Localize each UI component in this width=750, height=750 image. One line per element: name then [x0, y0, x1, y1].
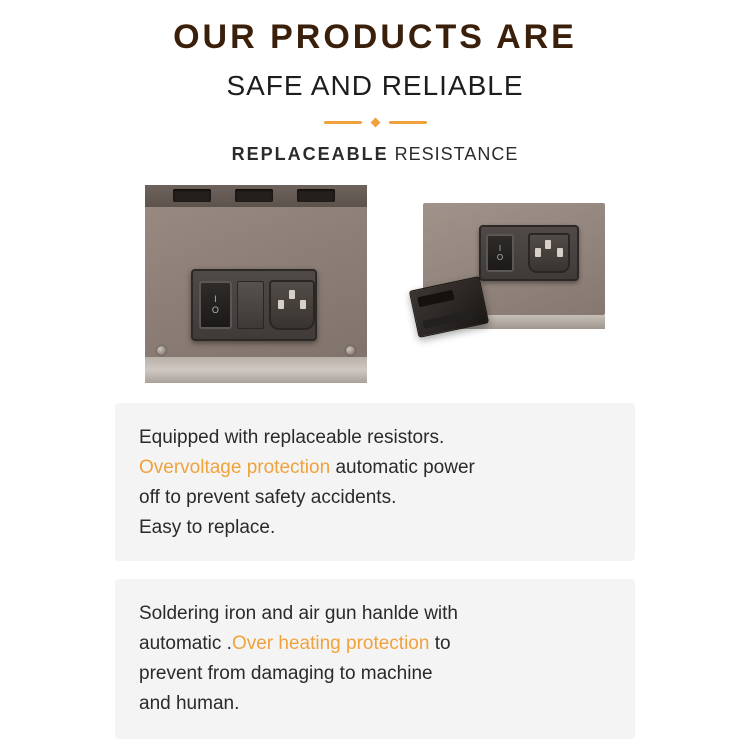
body-text: automatic power	[330, 456, 475, 478]
page-title: OUR PRODUCTS ARE	[173, 18, 577, 56]
rocker-label-off: O	[496, 252, 504, 262]
panel-bottom-strip	[145, 357, 367, 383]
vent-slot-icon	[297, 189, 335, 202]
divider-segment-left	[324, 121, 362, 124]
feature-cards	[0, 403, 750, 739]
heading-block	[0, 0, 750, 165]
rocker-switch	[199, 281, 232, 329]
card-text-line	[139, 599, 611, 629]
iec-power-inlet	[528, 233, 570, 273]
product-photo-row	[0, 185, 750, 383]
vent-slot-icon	[173, 189, 211, 202]
fuse-holder	[237, 281, 264, 329]
power-socket-module	[479, 225, 579, 281]
body-text: to	[429, 632, 451, 654]
body-text: Equipped with replaceable resistors.	[139, 426, 445, 448]
vent-slot-icon	[235, 189, 273, 202]
inlet-pin-icon	[300, 300, 306, 309]
inlet-pin-icon	[545, 240, 551, 249]
replaceable-resistor-card	[115, 403, 635, 561]
screw-icon	[346, 346, 355, 355]
product-photo-right	[387, 185, 605, 383]
inlet-pin-icon	[278, 300, 284, 309]
product-photo-left	[145, 185, 367, 383]
body-text: and human.	[139, 692, 240, 714]
rocker-label-off: O	[211, 304, 219, 315]
decorative-divider	[0, 119, 750, 126]
iec-power-inlet	[269, 280, 315, 330]
card-text-line	[139, 483, 611, 513]
body-text: prevent from damaging to machine	[139, 662, 433, 684]
card-text-line	[139, 513, 611, 543]
card-text-line	[139, 453, 611, 483]
body-text: automatic .	[139, 632, 232, 654]
rocker-switch	[486, 234, 514, 272]
panel-top-strip	[145, 185, 367, 207]
body-text: off to prevent safety accidents.	[139, 486, 397, 508]
section-label-light: RESISTANCE	[388, 143, 519, 164]
card-text-line	[139, 659, 611, 689]
overheat-protection-card	[115, 579, 635, 739]
rocker-label-on: I	[214, 293, 217, 304]
card-text-line	[139, 423, 611, 453]
section-label	[0, 144, 750, 165]
power-socket-module	[191, 269, 317, 341]
body-text: Easy to replace.	[139, 516, 276, 538]
divider-segment-right	[389, 121, 427, 124]
divider-diamond-icon	[370, 117, 380, 127]
inlet-pin-icon	[535, 248, 541, 257]
inlet-pin-icon	[289, 290, 295, 299]
card-text-line	[139, 689, 611, 719]
rocker-label-on: I	[498, 243, 502, 253]
highlighted-term: Overvoltage protection	[139, 456, 331, 478]
screw-icon	[157, 346, 166, 355]
card-text-line	[139, 629, 611, 659]
body-text: Soldering iron and air gun hanlde with	[139, 602, 458, 624]
inlet-pin-icon	[557, 248, 563, 257]
page-subtitle: SAFE AND RELIABLE	[226, 70, 524, 102]
highlighted-term: Over heating protection	[231, 632, 430, 654]
section-label-strong: REPLACEABLE	[231, 143, 389, 164]
